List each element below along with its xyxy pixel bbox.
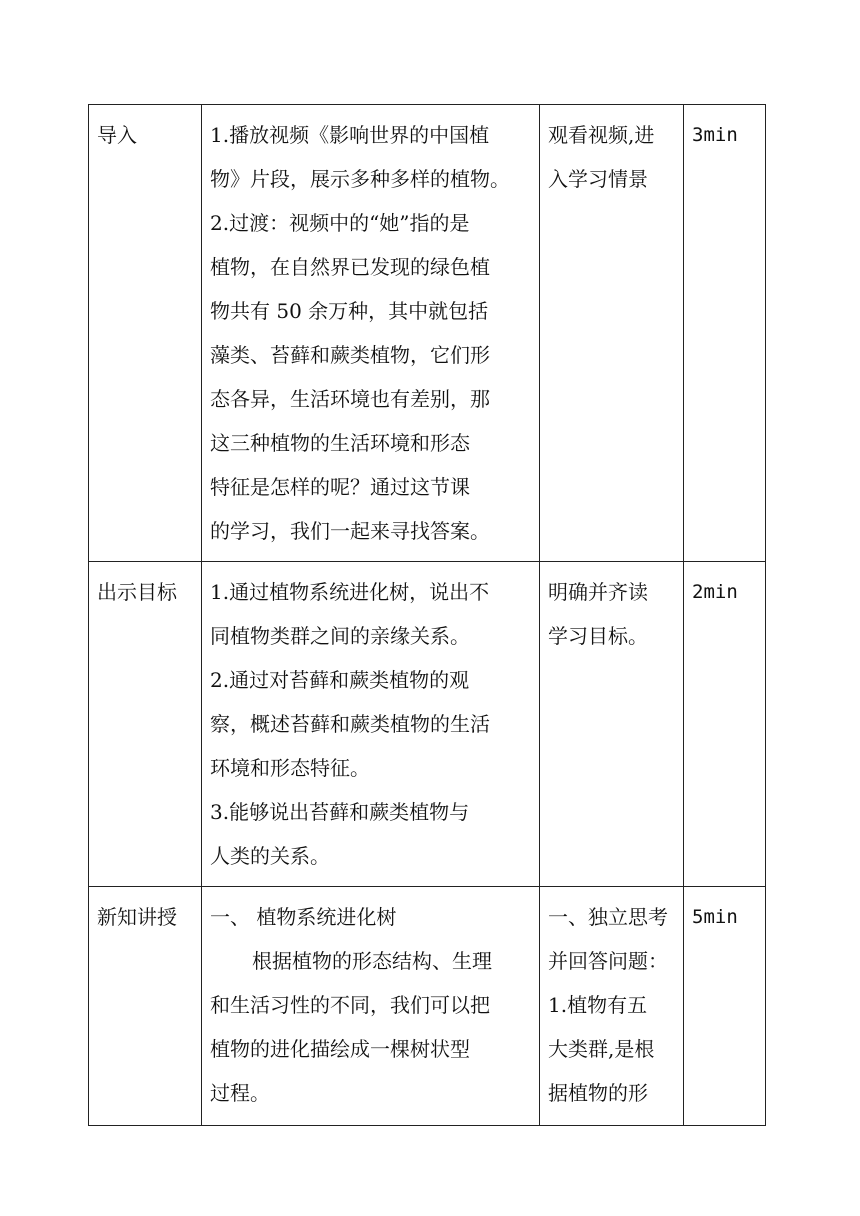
time-cell xyxy=(684,562,766,887)
teacher-line: 和生活习性的不同，我们可以把 xyxy=(210,993,490,1017)
teacher-line: 2.过渡：视频中的“她”指的是 xyxy=(210,211,470,235)
teacher-activity-cell xyxy=(202,562,540,887)
teacher-line: 态各异，生活环境也有差别，那 xyxy=(210,387,490,411)
table-row xyxy=(89,887,766,1126)
teacher-line: 这三种植物的生活环境和形态 xyxy=(210,431,470,455)
teacher-line: 特征是怎样的呢？通过这节课 xyxy=(210,475,470,499)
teacher-line: 同植物类群之间的亲缘关系。 xyxy=(210,624,470,648)
student-line: 一、独立思考 xyxy=(548,905,668,929)
stage-label: 新知讲授 xyxy=(97,905,177,929)
student-line: 并回答问题： xyxy=(548,949,668,973)
time-cell xyxy=(684,887,766,1126)
time-value: 3min xyxy=(692,124,738,146)
teacher-line: 藻类、苔藓和蕨类植物，它们形 xyxy=(210,343,490,367)
stage-cell xyxy=(89,887,202,1126)
student-line: 观看视频,进 xyxy=(548,123,655,147)
teacher-line: 2.通过对苔藓和蕨类植物的观 xyxy=(210,668,470,692)
teacher-line: 植物，在自然界已发现的绿色植 xyxy=(210,255,490,279)
stage-cell xyxy=(89,105,202,562)
teacher-line: 察，概述苔藓和蕨类植物的生活 xyxy=(210,712,490,736)
student-line: 明确并齐读 xyxy=(548,580,648,604)
teacher-activity-cell xyxy=(202,887,540,1126)
student-line: 学习目标。 xyxy=(548,624,648,648)
stage-label: 出示目标 xyxy=(97,580,177,604)
lesson-plan-table xyxy=(88,104,766,1126)
time-value: 2min xyxy=(692,581,738,603)
time-value: 5min xyxy=(692,906,738,928)
teacher-line: 3.能够说出苔藓和蕨类植物与 xyxy=(210,800,470,824)
teacher-line: 1.播放视频《影响世界的中国植 xyxy=(210,123,490,147)
teacher-line: 过程。 xyxy=(210,1081,270,1105)
teacher-activity-cell xyxy=(202,105,540,562)
table-row xyxy=(89,105,766,562)
student-line: 1.植物有五 xyxy=(548,993,648,1017)
stage-label: 导入 xyxy=(97,123,137,147)
teacher-line: 物》片段，展示多种多样的植物。 xyxy=(210,167,510,191)
student-line: 据植物的形 xyxy=(548,1081,648,1105)
stage-cell xyxy=(89,562,202,887)
student-activity-cell xyxy=(540,562,684,887)
teacher-line: 植物的进化描绘成一棵树状型 xyxy=(210,1037,470,1061)
teacher-line: 物共有 50 余万种，其中就包括 xyxy=(210,299,489,323)
teacher-line: 的学习，我们一起来寻找答案。 xyxy=(210,519,490,543)
teacher-line: 1.通过植物系统进化树，说出不 xyxy=(210,580,490,604)
teacher-line: 一、 植物系统进化树 xyxy=(210,905,397,929)
student-activity-cell xyxy=(540,887,684,1126)
teacher-line: 人类的关系。 xyxy=(210,844,330,868)
teacher-line: 环境和形态特征。 xyxy=(210,756,370,780)
student-line: 入学习情景 xyxy=(548,167,648,191)
time-cell xyxy=(684,105,766,562)
teacher-line: 根据植物的形态结构、生理 xyxy=(252,949,492,973)
student-activity-cell xyxy=(540,105,684,562)
table-row xyxy=(89,562,766,887)
student-line: 大类群,是根 xyxy=(548,1037,655,1061)
